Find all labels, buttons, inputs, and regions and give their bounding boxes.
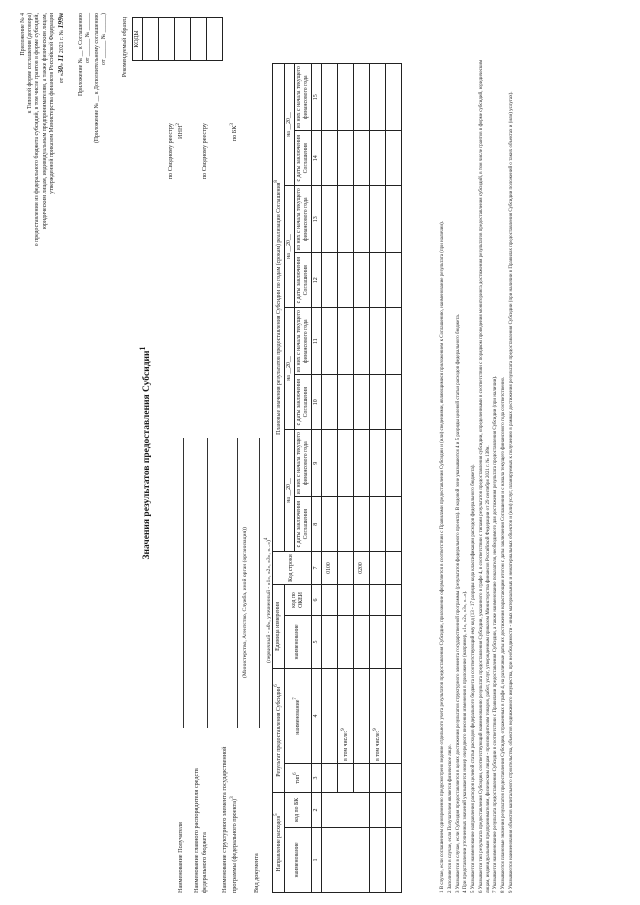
table-cell — [369, 496, 385, 551]
table-cell — [321, 792, 369, 827]
table-cell — [321, 668, 337, 763]
col-header-result-name: наименование$^7$ — [284, 668, 311, 763]
requisite-main-administrator — [186, 63, 210, 893]
table-cell — [321, 185, 337, 252]
results-table — [272, 63, 402, 893]
including-label: в том числе:$^9$ — [337, 668, 353, 763]
col-header-from-year-start: из них с начала текущего финансового года — [294, 429, 311, 496]
col-header-year: на __20__ — [284, 185, 294, 307]
requisite-right-label: по $БК^3$ — [228, 122, 238, 141]
table-cell — [369, 615, 385, 668]
table-row — [321, 63, 337, 892]
column-number: 4 — [311, 668, 321, 763]
table-cell — [321, 763, 337, 792]
table-cell — [385, 763, 401, 792]
table-cell — [385, 792, 401, 827]
requisite-label: Наименование главного распорядителя средств федерального бюджета — [193, 767, 208, 893]
column-number: 3 — [311, 763, 321, 792]
order-year: 2021 г. № — [59, 29, 66, 53]
code-cell — [207, 18, 222, 60]
footnote: 1 В случае, если соглашением одновременно предусмотрено ведение отдельного учета результатов предоставления Субсидии, приложение оформляется в соответствии с Правилами предоставления Субсидии и (или) сведениями, являющимися приложением к Соглашению, наименование результата (при наличии). — [440, 220, 445, 893]
requisite-label: Наименование структурного элемента государственной программы (федерального проекта)$^3$ — [221, 746, 238, 893]
requisite-fill-line — [206, 438, 208, 728]
table-cell — [353, 374, 369, 429]
footnote: 3 Указывается в случае, если Субсидия предоставляется в целях достижения результатов структурного элемента государственной программы (результатов федерального проекта). В кодовой зоне указываются 4 и 5 разряды целевой статьи расходов федерального бюджета. — [455, 313, 461, 893]
footnote: 6 Указывается тип результата предоставления Субсидии, соответствующий наименованию результата предоставления Субсидии, указанного в графе 4, в соответствии с типами результатов предоставления субсидии, определенными в соответствии с порядком проведения мониторинга достижения результатов предоставления субсидий, в том числе грантов в форме субсидий, юридическим лицам, индивидуальным предпринимателям, физическим лицам - производителям товаров, работ, услуг, утвержденным приказом Министерства финансов Российской Федерации от 29 сентября 2021 г. № 138н. — [478, 59, 491, 893]
table-cell — [385, 668, 401, 763]
table-cell — [337, 551, 353, 584]
table-cell — [321, 584, 337, 615]
col-header-from-date: с даты заключения Соглашения — [294, 496, 311, 551]
table-cell — [321, 131, 337, 186]
requisite-fill-line — [258, 438, 260, 728]
table-cell — [353, 615, 369, 668]
column-number: 1 — [311, 827, 321, 892]
column-number: 6 — [311, 584, 321, 615]
column-number: 8 — [311, 496, 321, 551]
supp-ref-date: от ______ № ______) — [100, 12, 107, 65]
col-header-plan: Плановые значения результатов предоставления Субсидии по годам (срокам) реализации Соглашения$^8$ — [273, 63, 285, 551]
table-cell — [385, 252, 401, 307]
supplementary-agreement-reference — [94, 13, 108, 343]
document-page — [20, 13, 620, 893]
footnote: 7 Указывается наименование результата предоставления Субсидии в соответствии с Правилами предоставления Субсидии, а также наименование показателя, необходимого для достижения результата предоставления Субсидии (при наличии). — [493, 375, 499, 893]
footnotes — [440, 58, 517, 893]
table-cell — [369, 185, 385, 252]
including-label: в том числе:$^9$ — [369, 668, 385, 763]
requisite-fill-line — [182, 438, 184, 728]
code-cell — [175, 18, 191, 60]
table-cell — [385, 584, 401, 615]
table-row — [385, 63, 401, 892]
table-cell — [321, 63, 337, 131]
table-header-row — [273, 63, 285, 892]
table-cell — [369, 429, 385, 496]
table-cell — [385, 615, 401, 668]
table-cell — [385, 496, 401, 551]
table-cell — [321, 252, 337, 307]
table-cell — [337, 63, 353, 131]
column-numbers-row — [311, 63, 321, 892]
footnote: 5 Указывается наименование направления расходов целевой статьи расходов федерального бюджета и соответствующий ему код (13 - 17 разряды кода классификации расходов федерального бюджета). — [471, 463, 476, 893]
column-number: 2 — [311, 792, 321, 827]
table-row — [369, 63, 385, 892]
supp-ref-line: (Приложение № __ к Дополнительному соглашению — [94, 12, 100, 143]
table-cell — [337, 763, 353, 792]
order-month: 11 — [56, 54, 66, 62]
appendix-line: юридическим лицам, индивидуальным предпринимателям, а также физическим лицам, — [41, 12, 48, 229]
table-cell — [353, 185, 369, 252]
table-cell — [369, 374, 385, 429]
row-code: 0100 — [321, 551, 337, 584]
table-cell — [369, 551, 385, 584]
column-number: 10 — [311, 374, 321, 429]
footnote: 2 Заполняется в случае, если Получателем является физическое лицо. — [447, 743, 453, 893]
col-header-unit-name: наименование — [284, 615, 311, 668]
table-cell — [385, 185, 401, 252]
requisite-document-type — [240, 63, 262, 893]
title-text: Значения результатов предоставления Субсидии — [142, 349, 153, 559]
column-number: 11 — [311, 307, 321, 374]
table-cell — [321, 429, 337, 496]
footnote: 4 При представлении уточненных значений указывается номер очередного внесения изменения в приложение (например, «1», «2», «3», «...»). — [463, 590, 469, 893]
table-cell — [321, 496, 337, 551]
column-number: 13 — [311, 185, 321, 252]
col-header-okei: код по ОКЕИ — [284, 584, 311, 615]
table-cell — [337, 252, 353, 307]
col-header-year: на __20__ — [284, 307, 294, 429]
table-cell — [369, 252, 385, 307]
table-cell — [337, 584, 353, 615]
table-cell — [337, 185, 353, 252]
column-number: 15 — [311, 63, 321, 131]
codes-header: КОДЫ — [133, 18, 143, 60]
table-cell — [369, 131, 385, 186]
agreement-ref-date: от ______ № ______ — [84, 12, 91, 63]
col-header-from-year-start: из них с начала текущего финансового года — [294, 185, 311, 252]
table-cell — [385, 429, 401, 496]
code-cell — [159, 18, 175, 60]
order-prefix: от « — [59, 72, 66, 83]
order-day: 30 — [56, 65, 66, 73]
table-cell — [337, 307, 353, 374]
table-cell — [321, 827, 369, 892]
order-number: 199н — [56, 12, 66, 28]
table-row — [337, 63, 353, 892]
table-cell — [385, 374, 401, 429]
col-header-direction: Направление расходов$^5$ — [273, 792, 285, 892]
table-cell — [385, 63, 401, 131]
column-number: 12 — [311, 252, 321, 307]
column-number: 9 — [311, 429, 321, 496]
col-header-name: наименование — [284, 827, 311, 892]
table-cell — [385, 307, 401, 374]
title-footnote-mark: 1 — [138, 346, 147, 350]
col-header-year: на __20__ — [284, 429, 294, 551]
requisite-right-label: по Сводному реестру — [200, 122, 208, 179]
page-title — [138, 13, 154, 893]
table-cell — [353, 584, 369, 615]
requisite-label: Вид документа — [252, 852, 260, 893]
table-cell — [353, 429, 369, 496]
table-cell — [385, 551, 401, 584]
table-cell — [369, 827, 385, 892]
table-header-row — [284, 63, 294, 892]
requisite-fill-line — [236, 438, 238, 728]
table-cell — [353, 252, 369, 307]
column-number: 5 — [311, 615, 321, 668]
col-header-row-code: Код строки — [273, 551, 312, 584]
column-number: 7 — [311, 551, 321, 584]
requisite-recipient — [164, 63, 186, 893]
appendix-order-line: от «30» 11 2021 г. № 199н — [56, 12, 66, 83]
table-cell — [369, 792, 385, 827]
recommended-sample-label: Рекомендуемый образец — [122, 16, 128, 77]
table-cell — [337, 615, 353, 668]
col-header-bk: код по БК — [284, 792, 311, 827]
table-cell — [321, 307, 337, 374]
col-header-result: Результат предоставления Субсидии$^6$ — [273, 668, 285, 792]
table-cell — [353, 63, 369, 131]
table-cell — [353, 763, 369, 792]
appendix-line: о предоставлении из федерального бюджета субсидий, в том числе грантов в форме субсидий, — [34, 12, 41, 246]
table-cell — [353, 668, 369, 763]
col-header-type: тип$^6$ — [284, 763, 311, 792]
appendix-line: утвержденной приказом Министерства финансов Российской Федерации — [48, 12, 55, 194]
table-cell — [337, 374, 353, 429]
table-cell — [385, 827, 401, 892]
table-cell — [321, 615, 337, 668]
requisite-right-label: по Сводному реестру ИНН$^2$ — [167, 122, 184, 179]
col-header-from-date: с даты заключения Соглашения — [294, 131, 311, 186]
footnote: 9 Указываются наименования объектов капитального строительства, объектов недвижимого имущества, при необходимости - иных материальных и нематериальных объектов и (или) услуг, планируемых к получению в рамках достижения результата предоставления Субсидии (при наличии в Правилах предоставления Субсидии положений о таких объектах и (или) услугах). — [508, 90, 514, 893]
table-cell — [369, 307, 385, 374]
col-header-year: на __20__ — [284, 63, 294, 185]
row-code: 0200 — [353, 551, 369, 584]
table-cell — [369, 63, 385, 131]
requisites-block — [156, 63, 262, 893]
ministry-hint: (Министерство, Агентство, Служба, иной орган (организация)) — [242, 526, 248, 678]
code-cell — [191, 18, 207, 60]
table-cell — [321, 374, 337, 429]
requisite-label: Наименование Получателя — [176, 821, 184, 893]
footnote: 8 Указываются плановые значения результатов предоставления Субсидии, отраженных в графе 4, на различные даты их достижения нарастающим итогом с даты заключения Соглашения и с начала текущего финансового года соответственно. — [501, 376, 506, 893]
col-header-from-year-start: из них с начала текущего финансового года — [294, 63, 311, 131]
table-cell — [369, 763, 385, 792]
table-cell — [353, 307, 369, 374]
appendix-header — [20, 13, 66, 343]
table-cell — [337, 429, 353, 496]
table-cell — [353, 131, 369, 186]
table-row — [353, 63, 369, 892]
column-number: 14 — [311, 131, 321, 186]
agreement-ref-line: Приложение № __ к Соглашению — [78, 12, 84, 96]
col-header-from-year-start: из них с начала текущего финансового года — [294, 307, 311, 374]
table-cell — [385, 131, 401, 186]
col-header-unit: Единица измерения — [273, 584, 285, 668]
table-cell — [353, 496, 369, 551]
col-header-from-date: с даты заключения Соглашения — [294, 374, 311, 429]
agreement-reference — [78, 13, 92, 343]
table-cell — [337, 496, 353, 551]
doc-type-hint: (первичный - «0», уточненный - «1», «2», «3», «...»)$^4$ — [264, 537, 272, 663]
col-header-from-date: с даты заключения Соглашения — [294, 252, 311, 307]
requisite-structural-element — [210, 63, 240, 893]
appendix-line: Приложение № 4 — [20, 12, 26, 55]
appendix-line: к Типовой форме соглашения (договора) — [27, 12, 34, 113]
table-cell — [337, 131, 353, 186]
table-cell — [369, 584, 385, 615]
